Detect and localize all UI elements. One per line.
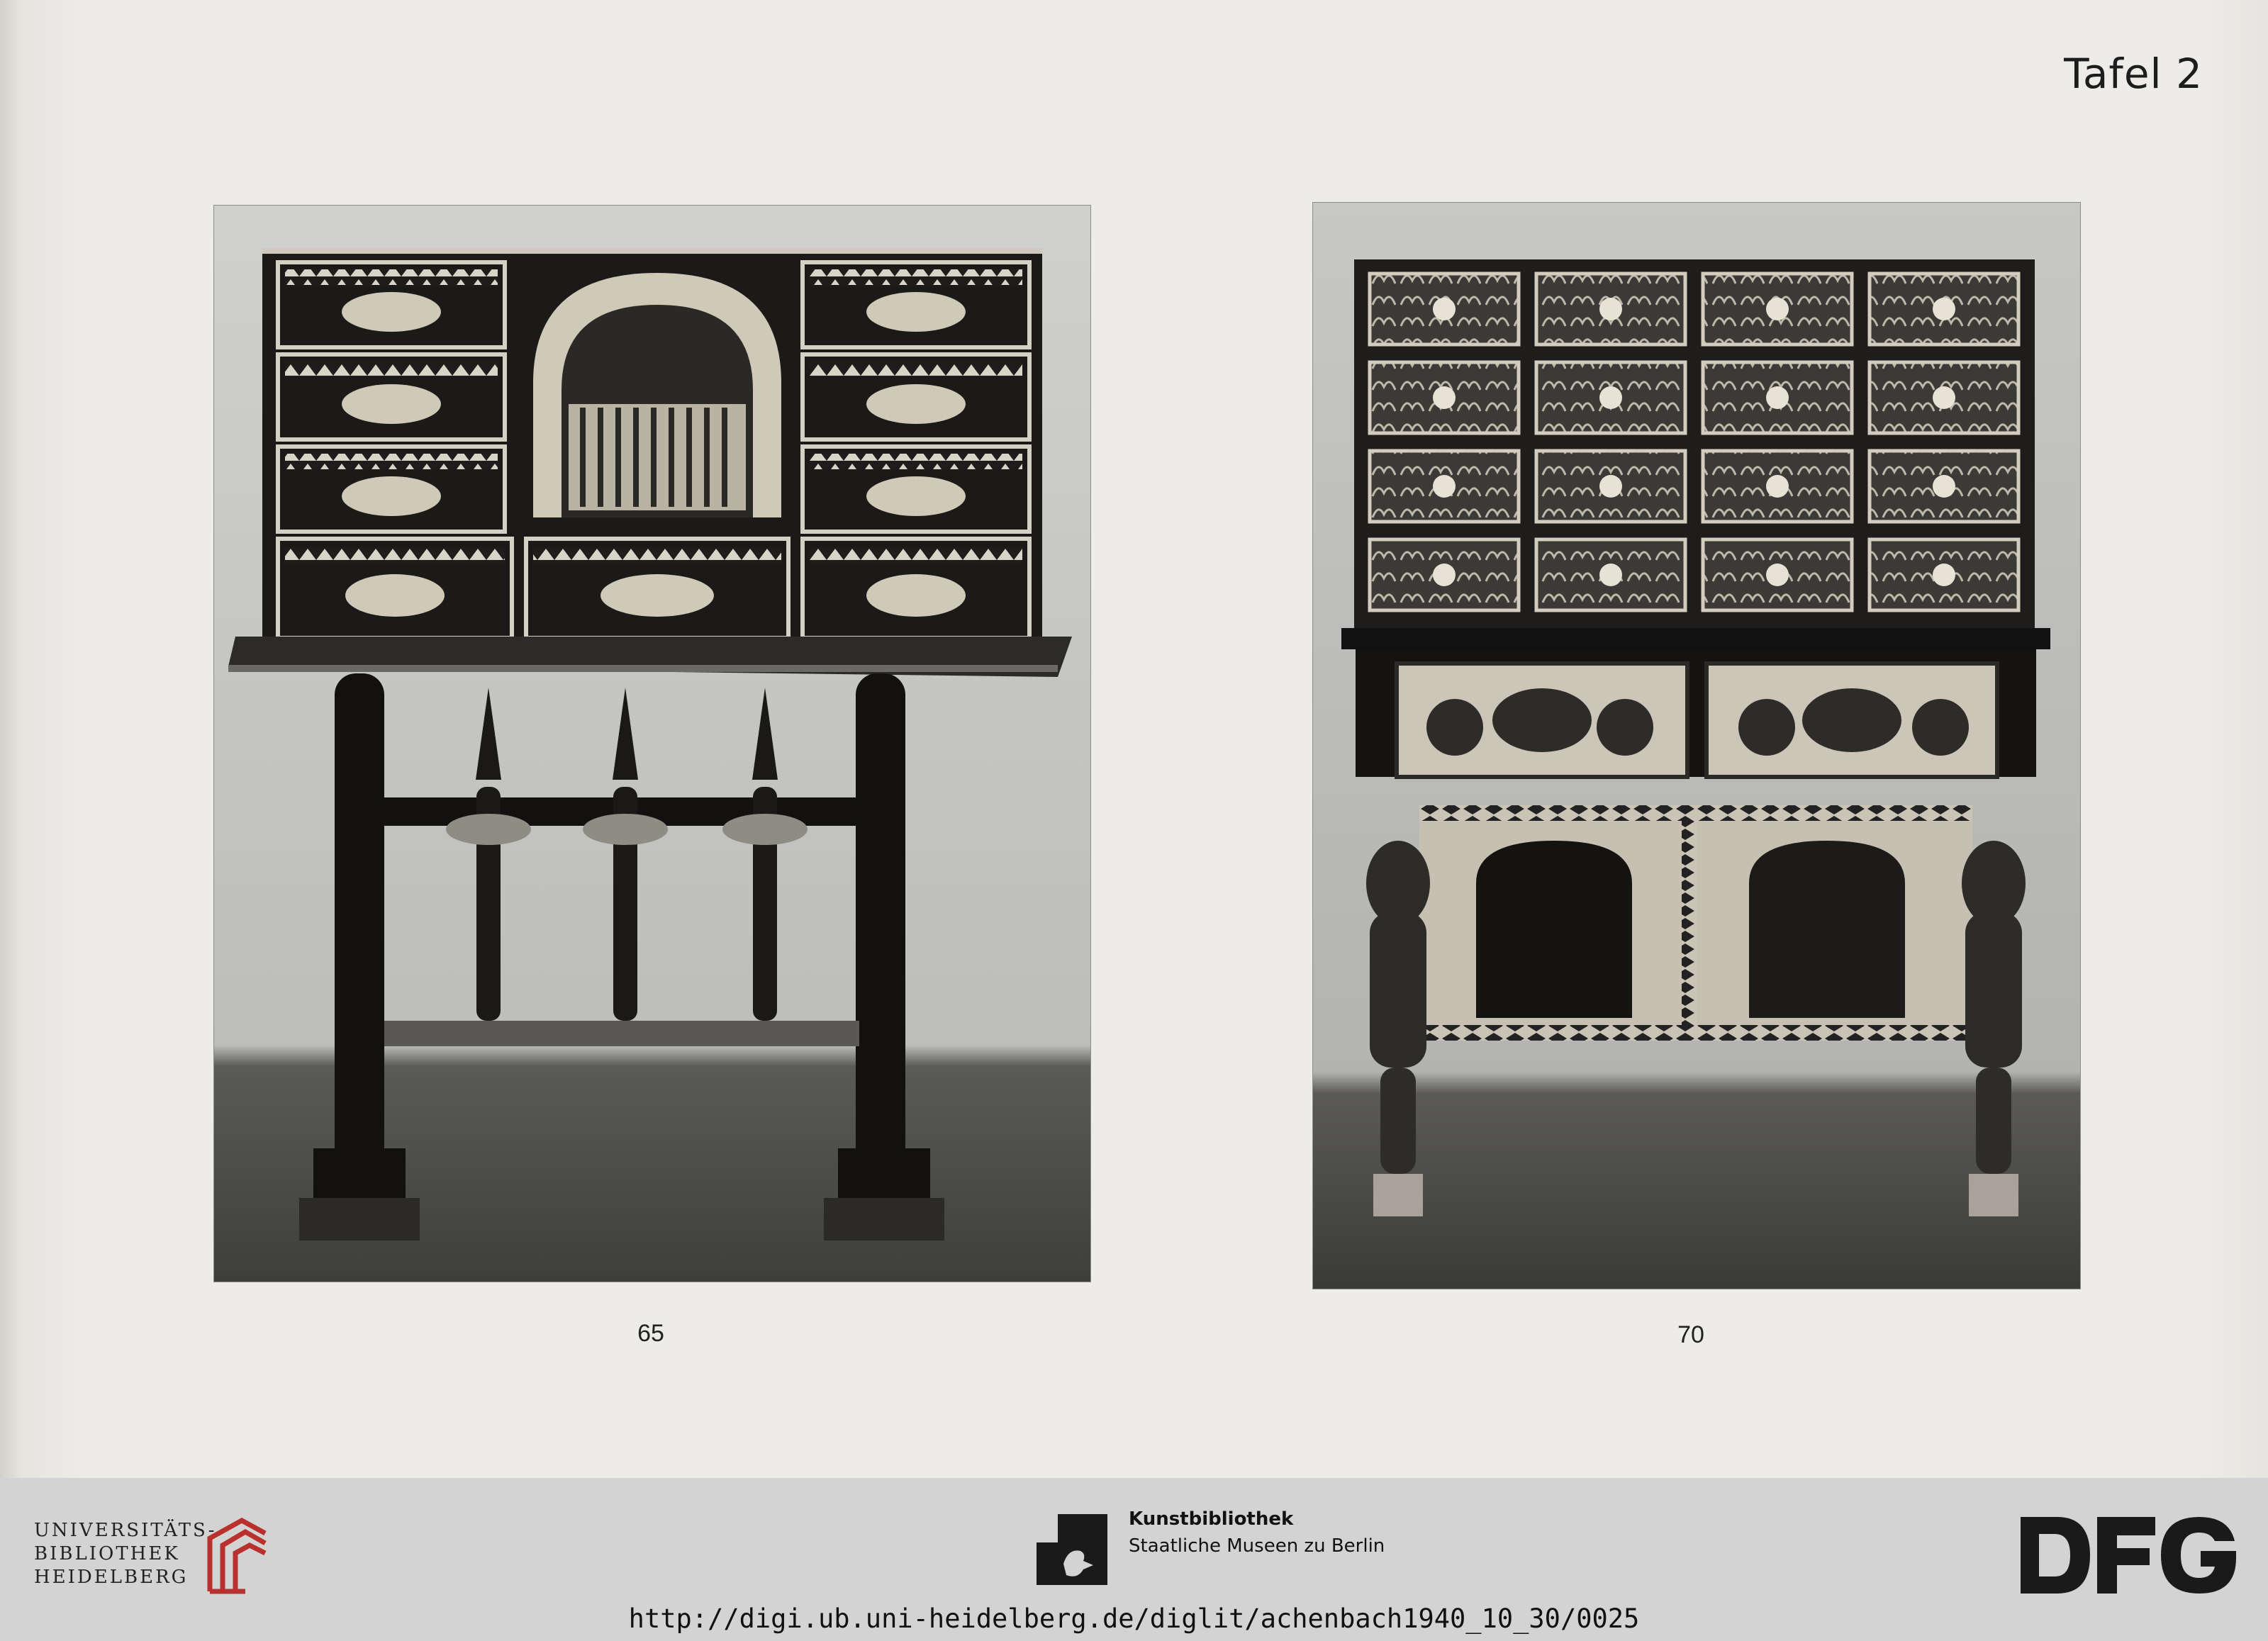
figure-70-photo (1313, 203, 2080, 1289)
eagle-icon (1037, 1514, 1107, 1585)
ub-line-3: HEIDELBERG (34, 1567, 189, 1588)
ub-line-2: BIBLIOTHEK (34, 1543, 180, 1564)
figure-70-number: 70 (1677, 1321, 1704, 1348)
ub-heidelberg-logo[interactable] (34, 1506, 275, 1606)
ub-line-1: UNIVERSITÄTS- (34, 1520, 217, 1541)
kunstbibliothek-logo[interactable] (1037, 1508, 1434, 1586)
source-url-link[interactable]: http://digi.ub.uni-heidelberg.de/diglit/achenbach1940_10_30/0025 (628, 1603, 1640, 1634)
plate-title: Tafel 2 (2064, 50, 2203, 98)
ub-heidelberg-mark-icon (203, 1506, 274, 1600)
figure-65-number: 65 (637, 1320, 664, 1347)
figure-65-photo (214, 206, 1090, 1282)
dfg-logo[interactable] (2021, 1516, 2237, 1595)
ub-heidelberg-text (34, 1519, 217, 1589)
kunstbibliothek-subtitle: Staatliche Museen zu Berlin (1129, 1535, 1385, 1557)
kunstbibliothek-name: Kunstbibliothek (1129, 1508, 1294, 1530)
